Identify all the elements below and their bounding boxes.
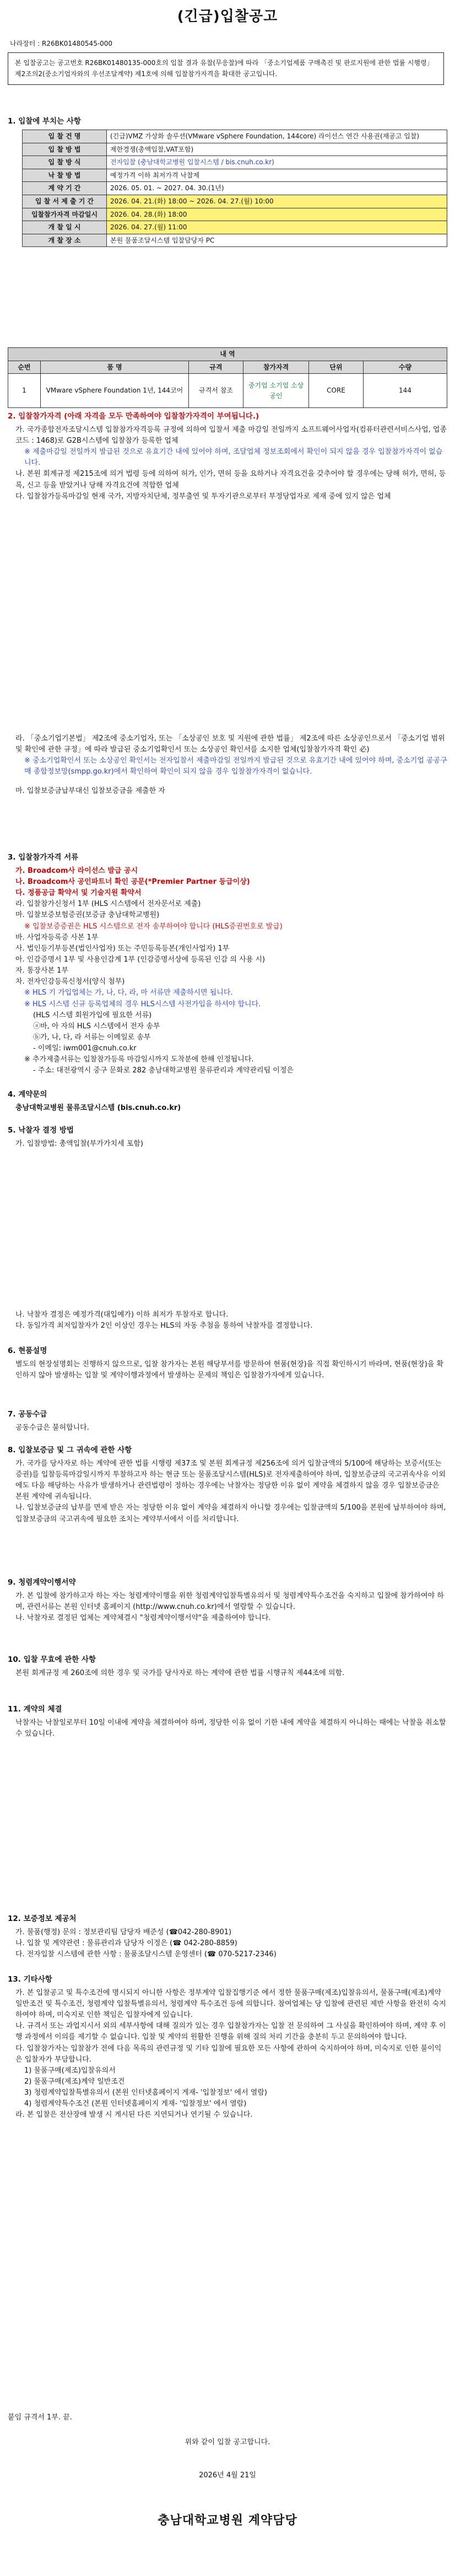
list-item: 다. 입찰참가자는 입찰참가 전에 다음 목록의 관련규정 및 기타 입찰에 필요한 모든 사항에 관하여 숙지하여야 하며, 미숙지로 인한 불이익은 입찰자가 부담합니다. — [15, 2044, 442, 2064]
table-key: 입 찰 건 명 — [23, 130, 107, 143]
table-key: 입 찰 서 제 출 기 간 — [23, 195, 107, 208]
attachment-text: 붙임 규격서 1부. 끝. — [8, 2413, 72, 2422]
table-cell: 규격서 참조 — [189, 374, 243, 408]
section-5-cont — [8, 1310, 447, 1332]
list-item: 나. 입찰 및 계약관련 : 물류관리과 담당자 이정은 (☎ 042-280-8859) — [15, 1939, 237, 1948]
list-item: 다. 동일가격 최저입찰자가 2인 이상인 경우는 HLS의 자동 추첨을 통하여 낙찰자를 결정합니다. — [15, 1322, 313, 1330]
page-title: (긴급)입찰공고 — [177, 8, 278, 25]
note: ※ HLS 기 가입업체는 가, 나, 다, 라, 마 서류만 제출하시면 됩니다. — [24, 989, 233, 997]
intro-box: 본 입찰공고는 공고번호 R26BK01480135-000호의 입찰 결과 유찰(무응찰)에 따라 「중소기업제품 구매촉진 및 판로지원에 관한 법률 시행령」 제2조의2(중소기업자와의 우선조달계약) 제1호에 의해 입찰참가자격을 확대한 공고입니다. — [8, 52, 444, 85]
list-item: 나. Broadcom사 공인파트너 확인 공문(*Premier Partner 등급이상) — [15, 878, 250, 887]
paragraph: 충남대학교병원 물류조달시스템 (bis.cnuh.co.kr) — [15, 1103, 181, 1112]
section-heading: 5. 낙찰자 결정 방법 — [8, 1126, 74, 1135]
list-item: 3) 청렴계약입찰특별유의서 (본원 인터넷홈페이지 게재- '입찰정보' 에서 열람) — [24, 2089, 267, 2097]
table-caption-row — [8, 348, 447, 361]
list-item: 가. 본 입찰공고 및 특수조건에 명시되지 아니한 사항은 정부계약 입찰집행기준 에서 정한 물품구매(제조)입찰유의서, 물품구매(제조)계약일반조건 및 특수조건, 청렴계약 입찰특별유의서, 청렴계약 특수조건 등에 의합니다. 참여업체는 당 입찰에 관련된 제반 사항을 완전히 숙지하여야 하며, 미숙지로 인한 책임은 입찰자에게 있습니다. — [15, 1988, 446, 2020]
section-9 — [8, 1577, 447, 1624]
notice-number: 나라장터 : R26BK01480545-000 — [10, 40, 113, 47]
paragraph: 낙찰자는 낙찰일로부터 10일 이내에 계약을 체결하여야 하며, 정당한 이유 없이 기한 내에 계약을 체결하지 아니하는 때에는 낙찰을 취소할 수 있습니다. — [15, 1718, 446, 1738]
paragraph: 라. 「중소기업기본법」 제2조에 중소기업자, 또는 「소상공인 보호 및 지원에 관한 법률」 제2조에 따른 소상공인으로서 「중소기업 범위 및 확인에 관한 규정」에 따라 발급된 중소기업확인서 또는 소상공인 확인서를 소지한 업체(입찰참가자격 확인 必) — [15, 734, 445, 754]
table-row — [23, 221, 447, 234]
closing-line — [8, 2437, 447, 2448]
table-row — [23, 195, 447, 208]
section-heading: 8. 입찰보증금 및 그 귀속에 관한 사항 — [8, 1446, 132, 1455]
table-key: 입 찰 방 법 — [23, 143, 107, 156]
table-row — [8, 374, 447, 408]
section-heading: 13. 기타사항 — [8, 1975, 52, 1984]
section-3 — [8, 852, 447, 1077]
column-header: 단위 — [309, 361, 364, 374]
list-item: 가. Broadcom사 라이선스 발급 공시 — [15, 866, 138, 875]
paragraph: 다. 입찰참가등록마감일 현재 국가, 지방자치단체, 정부출연 및 투자기관으로부터 부정당업자로 제재 중에 있지 않은 업체 — [15, 492, 391, 501]
section-4 — [8, 1089, 447, 1114]
section-heading: 4. 계약문의 — [8, 1090, 47, 1099]
list-item: 라. 본 입찰은 전산장애 발생 시 게시된 다른 지연되거나 연기될 수 있습니다. — [15, 2111, 253, 2119]
section-7 — [8, 1409, 447, 1434]
table-cell: VMware vSphere Foundation 1년, 144코어 — [41, 374, 189, 408]
bid-info-table — [22, 130, 447, 247]
blank-area — [11, 1759, 441, 1902]
section-2 — [8, 411, 447, 502]
table-key: 개 찰 일 시 — [23, 221, 107, 234]
list-item: 1) 물품구매(제조)입찰유의서 — [24, 2066, 116, 2075]
table-value: 2026. 04. 21.(화) 18:00 ~ 2026. 04. 27.(월) 10:00 — [107, 195, 447, 208]
list-item: 다. 전자입찰 시스템에 관한 사항 : 물품조달시스템 운영센터 (☎ 070-5217-2346) — [15, 1950, 277, 1959]
blank-area — [11, 1158, 441, 1296]
list-item: 사. 법인등기부등본(법인사업자) 또는 주민등록등본(개인사업자) 1부 — [15, 944, 230, 953]
section-heading: 3. 입찰참가자격 서류 — [8, 853, 79, 862]
table-row — [23, 156, 447, 169]
closing-text: 위와 같이 입찰 공고합니다. — [185, 2438, 270, 2446]
list-item: 나. 낙찰자 결정은 예정가격(대입예가) 이하 최저가 투찰자로 합니다. — [15, 1311, 229, 1319]
list-item: 자. 통장사본 1부 — [15, 967, 69, 975]
list-item: 나. 낙찰자로 결정된 업체는 계약체결시 "청렴계약이행서약"을 제출하여야 합니다. — [15, 1614, 271, 1623]
table-row — [23, 143, 447, 156]
section-heading: 12. 보증정보 제공처 — [8, 1914, 77, 1923]
table-value: 제한경쟁(총액입찰,VAT포함) — [107, 143, 447, 156]
table-value: 2026. 04. 27.(월) 11:00 — [107, 221, 447, 234]
table-value: (긴급)VMZ 가상화 솔루션(VMware vSphere Foundation, 144core) 라이선스 연간 사용권(재공고 입찰) — [107, 130, 447, 143]
section-heading: 11. 계약의 체결 — [8, 1705, 62, 1714]
table-cell: 1 — [8, 374, 41, 408]
note: - 이메일: iwm001@cnuh.co.kr — [33, 1044, 137, 1053]
note: ※ HLS 시스템 신규 등록업체의 경우 HLS시스템 사전가입을 하셔야 합니다. — [24, 1000, 261, 1008]
list-item: 아. 인감증명서 1부 및 사용인감계 1부 (인감증명서상에 등록된 인감 의 사용 시) — [15, 956, 266, 964]
list-item: 차. 전자인감등록신청서(양식 첨부) — [15, 978, 125, 986]
list-item: 2) 물품구매(제조)계약 일반조건 — [24, 2078, 125, 2086]
issuing-organization: 충남대학교병원 계약담당 — [158, 2514, 297, 2527]
table-key: 계 약 기 간 — [23, 182, 107, 195]
table-key: 낙 찰 방 법 — [23, 169, 107, 182]
note: ⓑ가, 나, 다, 라 서류는 이메일로 송부 — [33, 1033, 151, 1042]
column-header: 규격 — [189, 361, 243, 374]
section-heading: 9. 청렴계약이행서약 — [8, 1578, 76, 1587]
list-item: 바. 사업자등록증 사본 1부 — [15, 933, 99, 942]
section-heading: 7. 공동수급 — [8, 1410, 47, 1419]
section-heading: 10. 입찰 무효에 관한 사항 — [8, 1655, 96, 1664]
table-cell: CORE — [309, 374, 364, 408]
list-item: 가. 입찰방법: 총액입찰(부가가치세 포함) — [15, 1139, 143, 1148]
note: ※ 제출마감일 전일까지 발급된 것으로 유효기간 내에 있어야 하며, 조달업체 정보조회에서 확인이 되지 않을 경우 입찰참가자격이 없습니다. — [24, 448, 443, 468]
note: ※ 추가제출서류는 입찰참가등록 마감일시까지 도착분에 한해 인정됩니다. — [24, 1055, 254, 1064]
list-item: 다. 정품공급 확약서 및 기술지원 확약서 — [15, 889, 142, 898]
blank-area — [11, 557, 441, 722]
table-row — [23, 169, 447, 182]
note: ⓐ바, 아 자의 HLS 시스템에서 전자 송부 — [33, 1022, 160, 1031]
paragraph: 마. 입찰보증금납부대신 입찰보증금을 제출한 자 — [15, 786, 165, 795]
paragraph: 본원 회계규정 제 260조에 의한 경우 및 국가를 당사자로 하는 계약에 관한 법률 시행규칙 제44조에 의함. — [15, 1668, 345, 1677]
section-heading: 2. 입찰참가자격 (아래 자격을 모두 만족하여야 입찰참가자격이 부여됩니다.) — [8, 412, 259, 421]
table-cell: 중기업 소기업 소상공인 — [243, 374, 309, 408]
section-1 — [8, 116, 447, 130]
section-11 — [8, 1704, 447, 1740]
list-item: 가. 국가를 당사자로 하는 계약에 관한 법률 시행령 제37조 및 본원 회계규정 제256조에 의거 입찰금액의 5/100에 해당하는 보증서(또는 증권)를 입찰등록마감일시까지 투찰하고자 하는 현금 또는 물품조달시스템(HLS)로 전자제출하여야 하며, 입찰보증금의 국고귀속사유 이외에도 다음 해당하는 사유가 발생하거나 관련법령이 정하는 경우에는 낙찰자는 정당한 이유 없이 계약을 체결하지 않을 경우 입찰보증금은 본원 계약에 귀속됩니다. — [15, 1459, 446, 1501]
table-value: 예정가격 이하 최저가격 낙찰제 — [107, 169, 447, 182]
table-value: 전자입찰 (충남대학교병원 입찰시스템 / bis.cnuh.co.kr) — [107, 156, 447, 169]
section-heading: 6. 현품설명 — [8, 1346, 47, 1355]
column-header: 순번 — [8, 361, 41, 374]
table-row — [23, 130, 447, 143]
note: ※ 입찰보증증권은 HLS 시스템으로 전자 송부하여야 합니다 (HLS증권번호로 발급) — [24, 922, 283, 931]
paragraph: 별도의 현장설명회는 진행하지 않으므로, 입찰 참가자는 본원 해당부서를 방문하여 현품(현장)을 직접 확인하시기 바라며, 현품(현장)을 확인하지 않아 발생하는 입찰 및 계약이행과정에서 발생하는 문제의 책임은 입찰참가자에게 있습니다. — [15, 1360, 444, 1380]
attachment-line — [8, 2412, 447, 2423]
section-12 — [8, 1913, 447, 1960]
table-row — [23, 234, 447, 247]
paragraph: 공동수급은 불허합니다. — [15, 1423, 89, 1432]
column-header: 품 명 — [41, 361, 189, 374]
issue-date: 2026년 4월 21일 — [199, 2471, 256, 2480]
table-row — [23, 182, 447, 195]
note: (HLS 시스템 회원가입에 필요한 서류) — [33, 1011, 152, 1019]
section-5 — [8, 1125, 447, 1150]
list-item: 4) 청렴계약특수조건 (본원 인터넷홈페이지 게재- '입찰정보' 에서 열람) — [24, 2100, 247, 2108]
list-item: 나. 규격서 또는 과업지시서 외의 세부사항에 대해 질의가 있는 경우 입찰참가자는 입찰 전 문의하여 그 사실을 확인하여야 하며, 계약 후 이행 과정에서 이의를 제기할 수 없습니다. 입찰 및 계약의 원활한 진행을 위해 질의 처리 기간을 충분히 두고 문의하여야 합니다. — [15, 2022, 446, 2042]
paragraph: 가. 국가종합전자조달시스템 입찰참가자격등록 규정에 의하여 입찰서 제출 마감일 전일까지 소프트웨어사업자(컴퓨터관련서비스사업, 업종코드 : 1468)로 G2B시스템에 입찰참가 등록한 업체 — [15, 425, 447, 446]
section-13 — [8, 1974, 447, 2121]
note: - 주소: 대전광역시 중구 문화로 282 충남대학교병원 물류관리과 계약관리팀 이정은 — [33, 1066, 294, 1075]
column-header: 수량 — [364, 361, 447, 374]
table-key: 입찰참가자격 마감일시 — [23, 208, 107, 221]
note: ※ 중소기업확인서 또는 소상공인 확인서는 전자입찰서 제출마감일 전일까지 발급된 것으로 유효기간 내에 있어야 하며, 중소기업 공공구매 종합정보망(smpp.go.kr)에서 확인하여 확인이 되지 않을 경우 입찰참가자격이 없습니다. — [24, 756, 447, 776]
section-2-cont — [8, 733, 447, 797]
list-item: 가. 본 입찰에 참가하고자 하는 자는 청렴계약이행을 위한 청렴계약입찰특별유의서 및 청렴계약특수조건을 숙지하고 입찰에 참가하여야 하며, 관련서류는 본원 인터넷 홈페이지 (http://www.cnuh.co.kr)에서 열람할 수 있습니다. — [15, 1591, 444, 1612]
table-key: 입 찰 방 식 — [23, 156, 107, 169]
table-value: 2026. 05. 01. ~ 2027. 04. 30.(1년) — [107, 182, 447, 195]
table-value: 본원 물품조달시스템 입찰담당자 PC — [107, 234, 447, 247]
list-item: 가. 물품(행정) 문의 : 정보관리팀 담당자 배준성 (☎042-280-8901) — [15, 1928, 232, 1936]
table-caption: 내 역 — [8, 348, 447, 361]
list-item: 마. 입찰보증보험증권(보증금 충남대학교병원) — [15, 911, 160, 920]
table-row — [23, 208, 447, 221]
column-header: 참가자격 — [243, 361, 309, 374]
table-cell: 144 — [364, 374, 447, 408]
section-6 — [8, 1345, 447, 1381]
paragraph: 나. 본원 회계규정 제215조에 의거 법령 등에 의하여 허가, 인가, 면허 등을 요하거나 자격요건을 갖추어야 할 경우에는 당해 허가, 면허, 등록, 신고 등을 받았거나 당해 자격요건에 적합한 업체 — [15, 470, 446, 490]
section-10 — [8, 1654, 447, 1679]
table-key: 개 찰 장 소 — [23, 234, 107, 247]
list-item: 라. 입찰참가신청서 1부 (HLS 시스템에서 전자문서로 제출) — [15, 900, 201, 909]
items-table — [8, 347, 447, 408]
section-8 — [8, 1445, 447, 1525]
section-heading: 1. 입찰에 부치는 사항 — [8, 117, 81, 126]
table-header-row — [8, 361, 447, 374]
table-value: 2026. 04. 28.(화) 18:00 — [107, 208, 447, 221]
list-item: 나. 입찰보증금의 납부를 면제 받은 자는 정당한 이유 없이 계약을 체결하지 아니할 경우에는 입찰금액의 5/100을 본원에 납부하여야 하며, 입찰보증금의 국고귀속에 필요한 조치는 계약부서에서 이를 처리합니다. — [15, 1504, 446, 1523]
